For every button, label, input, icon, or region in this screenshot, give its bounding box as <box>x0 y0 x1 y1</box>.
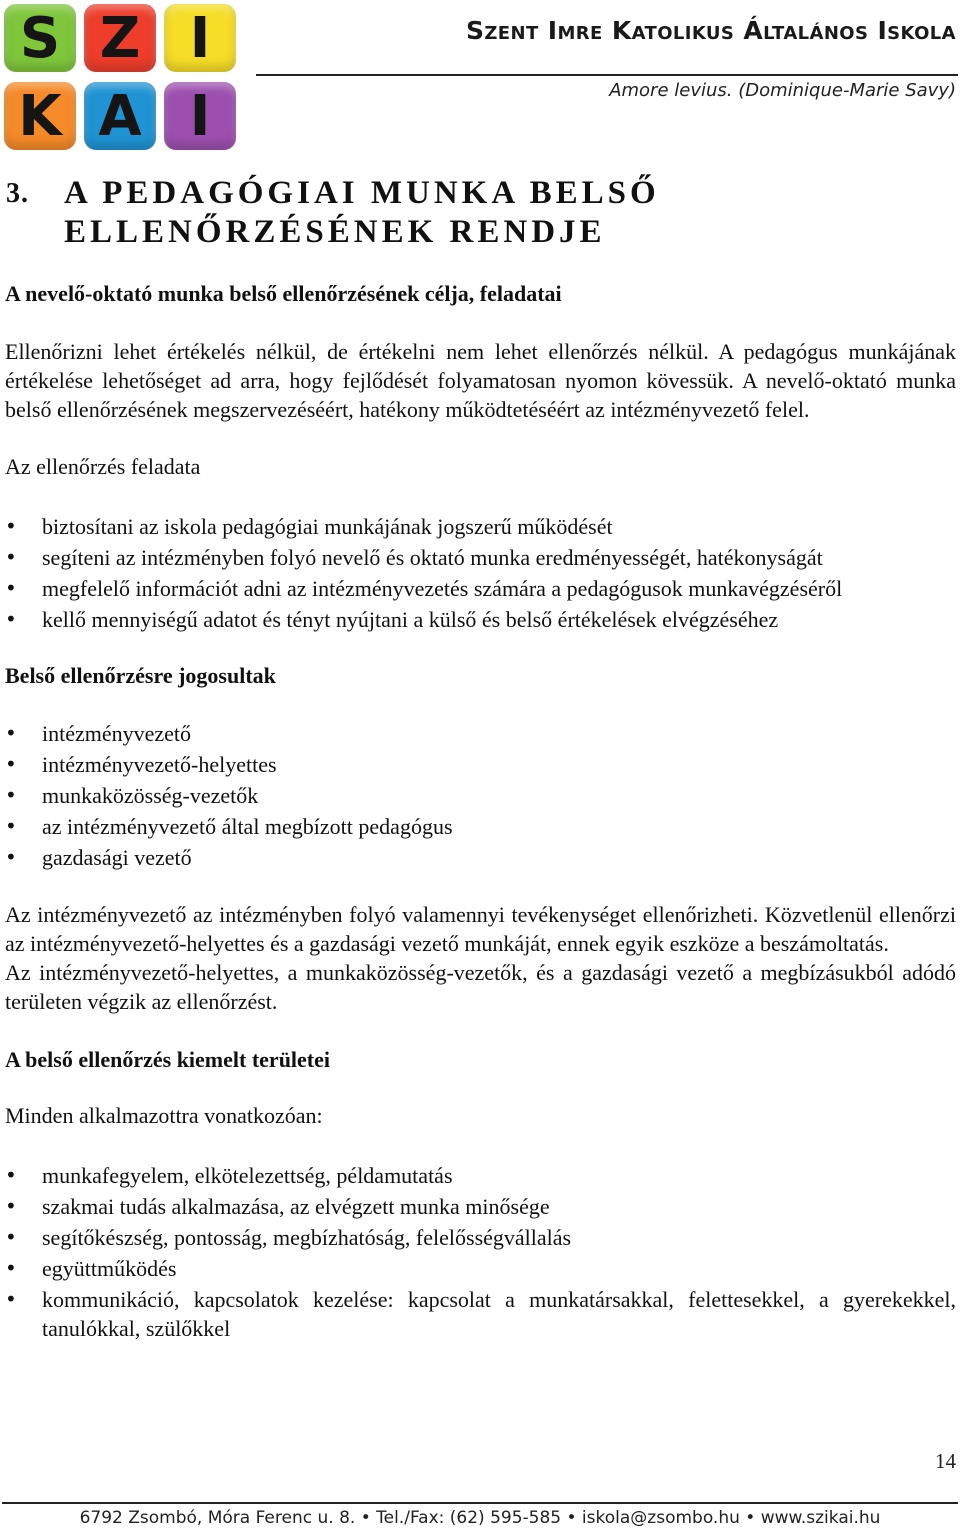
list-item: • intézményvezető-helyettes <box>5 750 956 779</box>
list-item: • munkafegyelem, elkötelezettség, példamutatás <box>5 1161 956 1190</box>
logo-tile-i: I <box>164 4 236 72</box>
list-item: • intézményvezető <box>5 719 956 748</box>
list-item: • segítőkészség, pontosság, megbízhatóság, felelősségvállalás <box>5 1223 956 1252</box>
tasks-intro: Az ellenőrzés feladata <box>5 454 201 479</box>
chapter-heading <box>6 174 684 252</box>
logo-tile-k: K <box>4 82 76 150</box>
section-heading-key-areas: A belső ellenőrzés kiemelt területei <box>5 1047 331 1072</box>
header-divider <box>256 74 958 76</box>
list-item: • együttműködés <box>5 1254 956 1283</box>
paragraph-purpose: Ellenőrizni lehet értékelés nélkül, de értékelni nem lehet ellenőrzés nélkül. A pedagógus munkájának értékelése lehetőséget ad arra, hogy fejlődését folyamatosan nyomon kövessük. A nevelő-oktató munka belső ellenőrzésének megszervezéséért, hatékony működtetéséért az intézményvezető felel. <box>5 339 956 422</box>
chapter-title: A PEDAGÓGIAI MUNKA BELSŐ ELLENŐRZÉSÉNEK RENDJE <box>64 175 660 250</box>
key-areas-intro: Minden alkalmazottra vonatkozóan: <box>5 1103 323 1128</box>
paragraph-director: Az intézményvezető az intézményben folyó valamennyi tevékenységet ellenőrizheti. Közvetlenül ellenőrzi az intézményvezető-helyettes és a gazdasági vezető munkáját, ennek egyik eszköze a beszámoltatás. <box>5 902 956 956</box>
list-item: • kellő mennyiségű adatot és tényt nyújtani a külső és belső értékelések elvégzéséhez <box>5 605 956 634</box>
logo-tile-z: Z <box>84 4 156 72</box>
authorized-list <box>5 719 956 872</box>
tasks-list <box>5 512 956 634</box>
list-item: • gazdasági vezető <box>5 843 956 872</box>
chapter-number: 3. <box>6 178 29 209</box>
section-heading-purpose: A nevelő-oktató munka belső ellenőrzésének célja, feladatai <box>5 281 562 306</box>
list-item: • szakmai tudás alkalmazása, az elvégzett munka minősége <box>5 1192 956 1221</box>
list-item: • az intézményvezető által megbízott pedagógus <box>5 812 956 841</box>
list-item: • megfelelő információt adni az intézményvezetés számára a pedagógusok munkavégzéséről <box>5 574 956 603</box>
school-logo <box>4 4 242 152</box>
logo-tile-a: A <box>84 82 156 150</box>
list-item: • biztosítani az iskola pedagógiai munkájának jogszerű működését <box>5 512 956 541</box>
footer-divider <box>2 1502 958 1504</box>
document-body <box>5 279 956 1343</box>
section-heading-authorized: Belső ellenőrzésre jogosultak <box>5 663 276 688</box>
school-motto: Amore levius. (Dominique-Marie Savy) <box>609 80 956 101</box>
list-item: • munkaközösség-vezetők <box>5 781 956 810</box>
footer-contact: 6792 Zsombó, Móra Ferenc u. 8. • Tel./Fax: (62) 595-585 • iskola@zsombo.hu • www.szikai.hu <box>79 1508 881 1528</box>
list-item: • segíteni az intézményben folyó nevelő és oktató munka eredményességét, hatékonyságát <box>5 543 956 572</box>
school-name: Szent Imre Katolikus Általános Iskola <box>465 16 956 45</box>
paragraph-deputies: Az intézményvezető-helyettes, a munkaközösség-vezetők, és a gazdasági vezető a megbízásukból adódó területen végzik az ellenőrzést. <box>5 960 956 1014</box>
key-areas-list <box>5 1161 956 1343</box>
logo-tile-s: S <box>4 4 76 72</box>
list-item: • kommunikáció, kapcsolatok kezelése: kapcsolat a munkatársakkal, felettesekkel, a gyerekekkel, tanulókkal, szülőkkel <box>5 1285 956 1343</box>
logo-tile-i-2: I <box>164 82 236 150</box>
page-number: 14 <box>935 1449 956 1473</box>
